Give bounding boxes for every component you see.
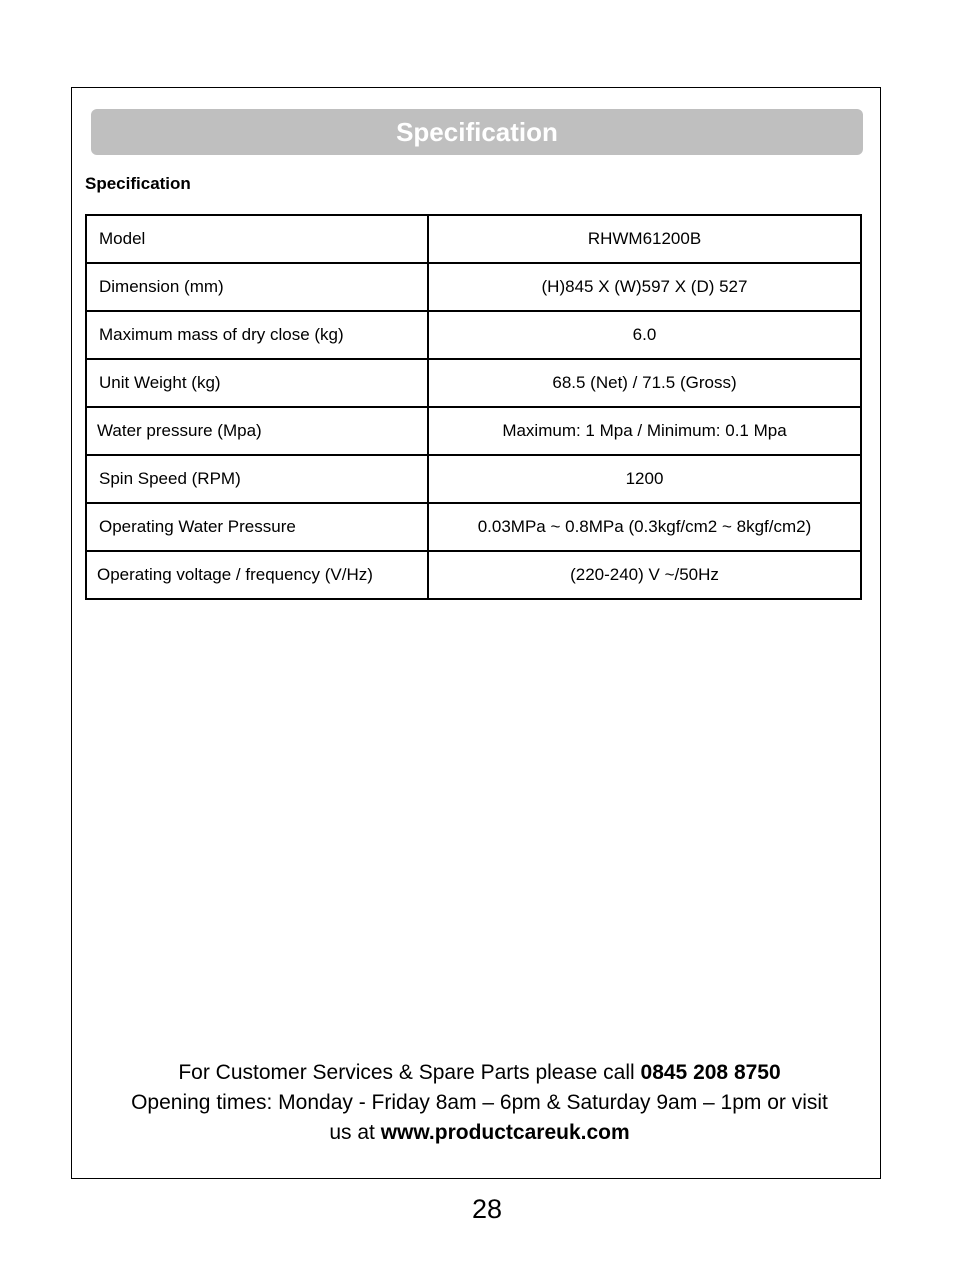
table-row <box>86 551 861 599</box>
table-row <box>86 263 861 311</box>
spec-value: 1200 <box>428 455 861 503</box>
spec-label: Unit Weight (kg) <box>86 359 428 407</box>
page-number: 28 <box>471 1194 503 1224</box>
opening-times: Opening times: Monday - Friday 8am – 6pm & Saturday 9am – 1pm or visit <box>131 1091 828 1114</box>
specification-table <box>85 214 862 600</box>
spec-value: RHWM61200B <box>428 215 861 263</box>
website-address: www.productcareuk.com <box>380 1121 630 1144</box>
section-heading: Specification <box>85 174 191 193</box>
section-banner <box>91 109 863 155</box>
contact-line-1 <box>92 1058 867 1088</box>
table-row <box>86 215 861 263</box>
spec-value: Maximum: 1 Mpa / Minimum: 0.1 Mpa <box>428 407 861 455</box>
spec-value: 68.5 (Net) / 71.5 (Gross) <box>428 359 861 407</box>
table-row <box>86 359 861 407</box>
contact-line-3 <box>92 1118 867 1148</box>
spec-value: (H)845 X (W)597 X (D) 527 <box>428 263 861 311</box>
spec-label: Spin Speed (RPM) <box>86 455 428 503</box>
spec-label: Maximum mass of dry close (kg) <box>86 311 428 359</box>
table-row <box>86 503 861 551</box>
spec-value: (220-240) V ~/50Hz <box>428 551 861 599</box>
spec-value: 6.0 <box>428 311 861 359</box>
spec-label: Operating voltage / frequency (V/Hz) <box>86 551 428 599</box>
contact-call-text: For Customer Services & Spare Parts please call <box>178 1061 641 1084</box>
spec-label: Operating Water Pressure <box>86 503 428 551</box>
spec-label: Water pressure (Mpa) <box>86 407 428 455</box>
contact-visit-text: us at <box>329 1121 381 1144</box>
phone-number: 0845 208 8750 <box>640 1061 781 1084</box>
table-row <box>86 311 861 359</box>
customer-service-contact <box>92 1058 867 1148</box>
banner-title: Specification <box>396 116 558 147</box>
spec-label: Dimension (mm) <box>86 263 428 311</box>
spec-label: Model <box>86 215 428 263</box>
spec-value: 0.03MPa ~ 0.8MPa (0.3kgf/cm2 ~ 8kgf/cm2) <box>428 503 861 551</box>
table-row <box>86 455 861 503</box>
table-row <box>86 407 861 455</box>
